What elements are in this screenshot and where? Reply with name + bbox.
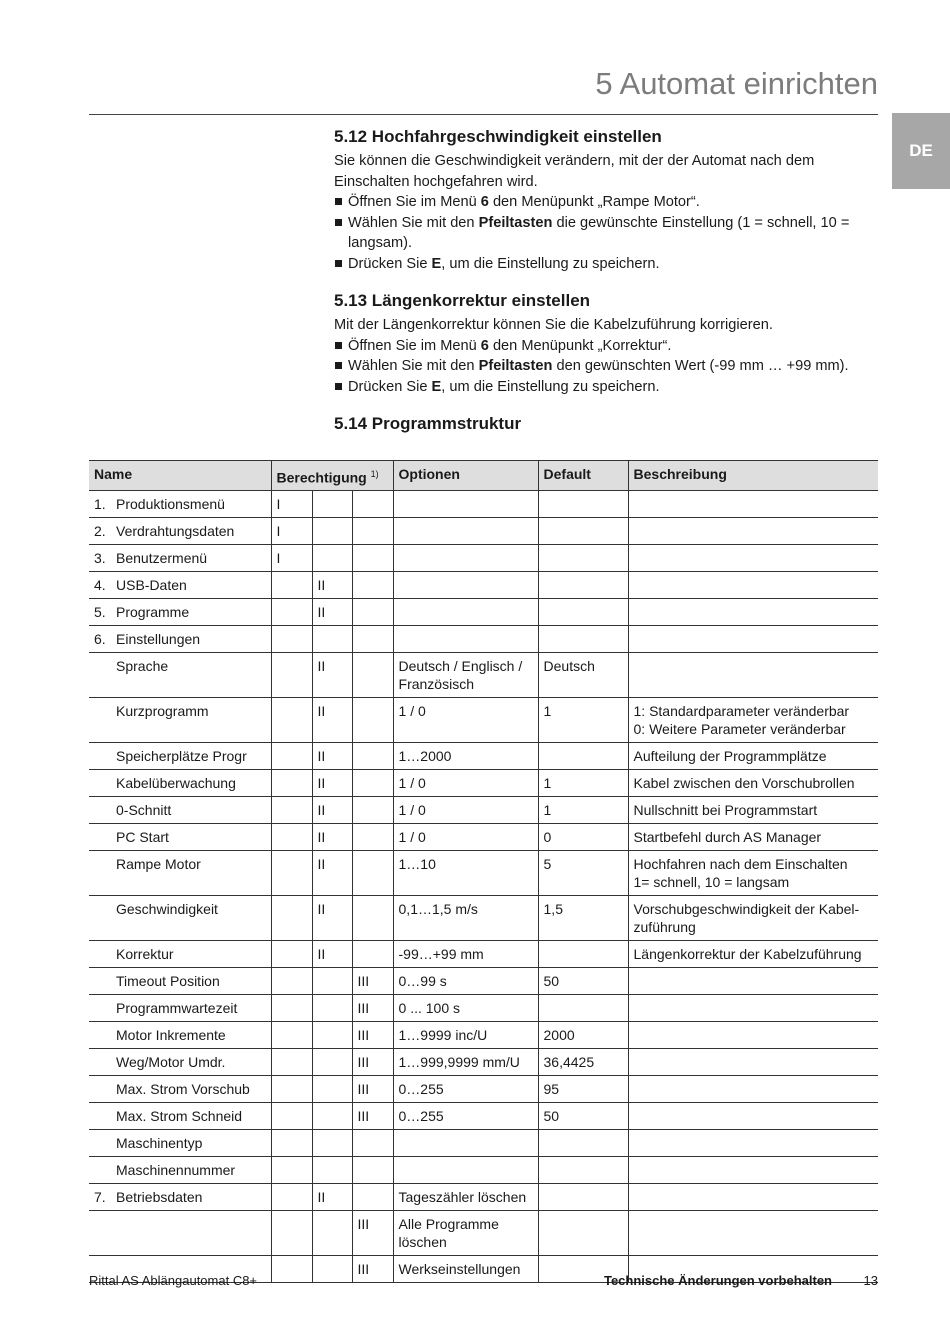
cell-beschreibung xyxy=(628,850,878,895)
cell-permission-2: II xyxy=(312,571,352,598)
cell-optionen xyxy=(393,598,538,625)
row-number: 1. xyxy=(94,495,106,512)
cell-permission-3 xyxy=(352,490,393,517)
cell-name xyxy=(89,1075,271,1102)
description-text: Nullschnitt bei Programmstart xyxy=(633,801,818,818)
table-header-row xyxy=(89,461,878,491)
cell-beschreibung xyxy=(628,1048,878,1075)
description-text: Längenkorrektur der Kabelzuführung xyxy=(633,945,862,962)
cell-default: 5 xyxy=(538,850,628,895)
header-beschreibung: Beschreibung xyxy=(628,461,878,491)
cell-permission-3 xyxy=(352,1183,393,1210)
cell-beschreibung xyxy=(628,697,878,742)
cell-default: 1 xyxy=(538,796,628,823)
table-row xyxy=(89,967,878,994)
row-name: Weg/Motor Umdr. xyxy=(116,1053,226,1070)
cell-default: 2000 xyxy=(538,1021,628,1048)
cell-permission-2 xyxy=(312,1102,352,1129)
table-row xyxy=(89,517,878,544)
cell-beschreibung xyxy=(628,517,878,544)
cell-permission-2: II xyxy=(312,940,352,967)
cell-permission-2: II xyxy=(312,895,352,940)
cell-name xyxy=(89,1156,271,1183)
chapter-title: 5 Automat einrichten xyxy=(595,66,878,101)
cell-permission-2 xyxy=(312,1048,352,1075)
cell-name xyxy=(89,517,271,544)
text: Öffnen Sie im Menü xyxy=(348,337,481,354)
key-name: E xyxy=(431,378,442,395)
cell-default xyxy=(538,1183,628,1210)
cell-optionen: 1 / 0 xyxy=(393,697,538,742)
key-name: Pfeiltasten xyxy=(478,214,553,231)
cell-default: 95 xyxy=(538,1075,628,1102)
row-name: Einstellungen xyxy=(116,630,201,647)
table-row xyxy=(89,1021,878,1048)
cell-permission-3 xyxy=(352,517,393,544)
cell-optionen: Tageszähler löschen xyxy=(393,1183,538,1210)
main-content xyxy=(334,124,878,438)
table-row xyxy=(89,850,878,895)
cell-default: 50 xyxy=(538,1102,628,1129)
table-row xyxy=(89,598,878,625)
cell-optionen: 0 ... 100 s xyxy=(393,994,538,1021)
cell-default xyxy=(538,994,628,1021)
cell-beschreibung xyxy=(628,769,878,796)
cell-permission-1 xyxy=(271,571,312,598)
section-intro: Sie können die Geschwindigkeit verändern, mit der der Automat nach dem Einschalten hochgefahren wird. xyxy=(334,153,815,190)
cell-beschreibung xyxy=(628,625,878,652)
cell-beschreibung xyxy=(628,796,878,823)
cell-optionen: 1…10 xyxy=(393,850,538,895)
cell-permission-3 xyxy=(352,697,393,742)
cell-permission-2: II xyxy=(312,1183,352,1210)
square-bullet-icon xyxy=(335,219,342,226)
cell-optionen: -99…+99 mm xyxy=(393,940,538,967)
cell-beschreibung xyxy=(628,742,878,769)
cell-name xyxy=(89,796,271,823)
row-name: Korrektur xyxy=(116,945,174,962)
cell-name xyxy=(89,994,271,1021)
square-bullet-icon xyxy=(335,260,342,267)
cell-permission-2: II xyxy=(312,823,352,850)
row-number: 3. xyxy=(94,549,106,566)
language-tab: DE xyxy=(892,113,950,189)
row-name: Motor Inkremente xyxy=(116,1026,226,1043)
table-row xyxy=(89,1102,878,1129)
cell-default: 1 xyxy=(538,769,628,796)
row-name: Geschwindigkeit xyxy=(116,900,218,917)
cell-permission-1 xyxy=(271,1255,312,1282)
instruction-list xyxy=(334,192,878,274)
cell-default xyxy=(538,598,628,625)
table-row xyxy=(89,742,878,769)
instruction-item xyxy=(334,254,878,275)
row-name: Produktionsmenü xyxy=(116,495,225,512)
text: , um die Einstellung zu speichern. xyxy=(441,378,660,395)
cell-permission-3 xyxy=(352,1129,393,1156)
cell-name xyxy=(89,823,271,850)
cell-default xyxy=(538,1210,628,1255)
cell-permission-3: III xyxy=(352,1021,393,1048)
cell-name xyxy=(89,544,271,571)
cell-permission-1 xyxy=(271,1210,312,1255)
cell-beschreibung xyxy=(628,652,878,697)
cell-permission-1: I xyxy=(271,544,312,571)
cell-beschreibung xyxy=(628,940,878,967)
cell-permission-1: I xyxy=(271,517,312,544)
cell-default: 1,5 xyxy=(538,895,628,940)
text: Wählen Sie mit den xyxy=(348,358,479,374)
header-name: Name xyxy=(89,461,271,491)
row-name: Maschinentyp xyxy=(116,1134,203,1151)
cell-optionen: 1 / 0 xyxy=(393,796,538,823)
cell-permission-3: III xyxy=(352,967,393,994)
row-name: Max. Strom Schneid xyxy=(116,1107,243,1124)
cell-permission-2 xyxy=(312,994,352,1021)
cell-beschreibung xyxy=(628,571,878,598)
key-name: Pfeiltasten xyxy=(478,358,553,374)
row-name: Benutzermenü xyxy=(116,549,208,566)
cell-permission-3 xyxy=(352,571,393,598)
cell-permission-3 xyxy=(352,769,393,796)
cell-optionen xyxy=(393,490,538,517)
cell-permission-1 xyxy=(271,598,312,625)
cell-beschreibung xyxy=(628,823,878,850)
text: Drücken Sie xyxy=(348,378,432,395)
cell-permission-3 xyxy=(352,1156,393,1183)
cell-optionen: 1 / 0 xyxy=(393,769,538,796)
cell-default xyxy=(538,490,628,517)
cell-permission-2 xyxy=(312,1255,352,1282)
cell-optionen xyxy=(393,571,538,598)
cell-optionen xyxy=(393,544,538,571)
cell-beschreibung xyxy=(628,1156,878,1183)
cell-permission-3 xyxy=(352,598,393,625)
cell-default xyxy=(538,625,628,652)
square-bullet-icon xyxy=(335,342,342,349)
instruction-item xyxy=(334,377,878,398)
cell-beschreibung xyxy=(628,1075,878,1102)
key-name: E xyxy=(431,255,442,272)
header-berechtigung xyxy=(271,461,393,491)
cell-default xyxy=(538,1156,628,1183)
cell-permission-1 xyxy=(271,895,312,940)
cell-permission-3 xyxy=(352,652,393,697)
row-name: Verdrahtungsdaten xyxy=(116,522,235,539)
instruction-item xyxy=(334,356,878,377)
cell-default xyxy=(538,517,628,544)
text: , um die Einstellung zu speichern. xyxy=(441,255,660,272)
cell-optionen: 0…255 xyxy=(393,1075,538,1102)
row-name: Max. Strom Vorschub xyxy=(116,1080,250,1097)
cell-permission-3 xyxy=(352,742,393,769)
cell-permission-1 xyxy=(271,625,312,652)
cell-permission-1 xyxy=(271,967,312,994)
row-number: 6. xyxy=(94,630,106,647)
table-row xyxy=(89,1210,878,1255)
row-name: Kabelüberwachung xyxy=(116,774,236,791)
row-number: 4. xyxy=(94,576,106,593)
row-name: Sprache xyxy=(116,657,169,674)
cell-name xyxy=(89,697,271,742)
table-row xyxy=(89,1048,878,1075)
cell-default xyxy=(538,742,628,769)
cell-name xyxy=(89,742,271,769)
cell-beschreibung xyxy=(628,895,878,940)
cell-beschreibung xyxy=(628,1021,878,1048)
cell-default: 36,4425 xyxy=(538,1048,628,1075)
footnote-marker: 1) xyxy=(370,469,379,479)
cell-permission-1 xyxy=(271,940,312,967)
cell-default xyxy=(538,940,628,967)
cell-permission-2 xyxy=(312,490,352,517)
program-structure-table xyxy=(89,460,878,1283)
row-name: Kurzprogramm xyxy=(116,702,209,719)
description-text: 1: Standardparameter veränderbar 0: Weitere Parameter veränderbar xyxy=(633,702,850,737)
section-5-12 xyxy=(334,124,878,274)
instruction-item xyxy=(334,192,878,213)
text: Drücken Sie xyxy=(348,255,432,272)
cell-optionen: Alle Programme löschen xyxy=(393,1210,538,1255)
cell-permission-3: III xyxy=(352,1102,393,1129)
cell-optionen: 1…999,9999 mm/U xyxy=(393,1048,538,1075)
square-bullet-icon xyxy=(335,383,342,390)
cell-optionen: 1 / 0 xyxy=(393,823,538,850)
cell-beschreibung xyxy=(628,967,878,994)
table-row xyxy=(89,1156,878,1183)
cell-beschreibung xyxy=(628,1183,878,1210)
table-row xyxy=(89,571,878,598)
cell-name xyxy=(89,571,271,598)
cell-beschreibung xyxy=(628,598,878,625)
cell-optionen: 1…9999 inc/U xyxy=(393,1021,538,1048)
cell-permission-3 xyxy=(352,796,393,823)
row-number: 5. xyxy=(94,603,106,620)
text: die gewünschte Einstellung (1 = schnell, 10 = langsam). xyxy=(348,214,850,251)
cell-permission-2 xyxy=(312,517,352,544)
cell-optionen xyxy=(393,517,538,544)
cell-optionen: 0…99 s xyxy=(393,967,538,994)
cell-permission-2 xyxy=(312,1156,352,1183)
cell-permission-2 xyxy=(312,625,352,652)
cell-name xyxy=(89,895,271,940)
table-row xyxy=(89,490,878,517)
cell-beschreibung xyxy=(628,994,878,1021)
cell-name xyxy=(89,769,271,796)
cell-permission-2 xyxy=(312,1075,352,1102)
header-default: Default xyxy=(538,461,628,491)
cell-permission-3: III xyxy=(352,1255,393,1282)
cell-name xyxy=(89,967,271,994)
cell-beschreibung xyxy=(628,490,878,517)
table-row xyxy=(89,652,878,697)
cell-default: 0 xyxy=(538,823,628,850)
table-row xyxy=(89,895,878,940)
header-optionen: Optionen xyxy=(393,461,538,491)
table-row xyxy=(89,940,878,967)
cell-default: 50 xyxy=(538,967,628,994)
table-row xyxy=(89,1129,878,1156)
cell-name xyxy=(89,940,271,967)
cell-permission-2: II xyxy=(312,598,352,625)
cell-permission-1 xyxy=(271,1102,312,1129)
footer-product: Rittal AS Ablängautomat C8+ xyxy=(89,1273,258,1288)
text: den Menüpunkt „Korrektur“. xyxy=(488,337,672,354)
cell-permission-3 xyxy=(352,895,393,940)
table-row xyxy=(89,625,878,652)
row-name: Speicherplätze Progr xyxy=(116,747,247,764)
cell-name xyxy=(89,598,271,625)
cell-name xyxy=(89,850,271,895)
cell-permission-1 xyxy=(271,769,312,796)
table-row xyxy=(89,1183,878,1210)
cell-permission-1 xyxy=(271,823,312,850)
cell-optionen: Werkseinstellungen xyxy=(393,1255,538,1282)
cell-permission-1 xyxy=(271,1021,312,1048)
cell-beschreibung xyxy=(628,1129,878,1156)
cell-default xyxy=(538,544,628,571)
cell-permission-1 xyxy=(271,1048,312,1075)
cell-permission-2: II xyxy=(312,652,352,697)
cell-beschreibung xyxy=(628,1102,878,1129)
cell-permission-3 xyxy=(352,625,393,652)
cell-name xyxy=(89,1102,271,1129)
cell-permission-2 xyxy=(312,1210,352,1255)
section-title: 5.13 Längenkorrektur einstellen xyxy=(334,291,591,310)
description-text: Aufteilung der Programmplätze xyxy=(633,747,827,764)
square-bullet-icon xyxy=(335,198,342,205)
text: Öffnen Sie im Menü xyxy=(348,194,481,210)
cell-default xyxy=(538,571,628,598)
cell-permission-3 xyxy=(352,940,393,967)
square-bullet-icon xyxy=(335,362,342,369)
page-number: 13 xyxy=(863,1273,878,1288)
cell-permission-2: II xyxy=(312,850,352,895)
cell-permission-3 xyxy=(352,544,393,571)
cell-permission-3: III xyxy=(352,1210,393,1255)
header-rule xyxy=(89,114,878,115)
row-number: 2. xyxy=(94,522,106,539)
cell-permission-3: III xyxy=(352,994,393,1021)
cell-name xyxy=(89,1129,271,1156)
instruction-item xyxy=(334,336,878,357)
text: Wählen Sie mit den xyxy=(348,214,479,231)
cell-permission-1 xyxy=(271,796,312,823)
cell-permission-3 xyxy=(352,850,393,895)
cell-permission-2: II xyxy=(312,742,352,769)
footer-notice: Technische Änderungen vorbehalten xyxy=(603,1273,832,1288)
cell-permission-1 xyxy=(271,1075,312,1102)
table-row xyxy=(89,796,878,823)
table-row xyxy=(89,769,878,796)
instruction-list xyxy=(334,336,878,398)
description-text: Hochfahren nach dem Einschalten 1= schnell, 10 = langsam xyxy=(633,855,848,890)
description-text: Vorschubgeschwindigkeit der Kabel- zuführung xyxy=(633,900,860,935)
cell-permission-3: III xyxy=(352,1048,393,1075)
row-name: 0-Schnitt xyxy=(116,801,172,818)
description-text: Startbefehl durch AS Manager xyxy=(633,828,822,845)
cell-permission-1 xyxy=(271,994,312,1021)
cell-permission-2: II xyxy=(312,769,352,796)
table-row xyxy=(89,823,878,850)
instruction-item xyxy=(334,213,878,254)
cell-permission-1 xyxy=(271,652,312,697)
section-5-14 xyxy=(334,411,878,437)
cell-permission-1 xyxy=(271,1129,312,1156)
row-number: 7. xyxy=(94,1188,106,1205)
section-5-13 xyxy=(334,288,878,397)
table-row xyxy=(89,994,878,1021)
cell-permission-2 xyxy=(312,1021,352,1048)
table-row xyxy=(89,544,878,571)
cell-permission-1 xyxy=(271,1183,312,1210)
cell-permission-3 xyxy=(352,823,393,850)
row-name: Programme xyxy=(116,603,190,620)
cell-optionen: Deutsch / Englisch / Französisch xyxy=(393,652,538,697)
menu-number: 6 xyxy=(480,337,489,354)
menu-number: 6 xyxy=(480,194,489,210)
row-name: Programmwartezeit xyxy=(116,999,238,1016)
cell-name xyxy=(89,652,271,697)
section-title: 5.12 Hochfahrgeschwindigkeit einstellen xyxy=(334,127,662,146)
cell-name xyxy=(89,1048,271,1075)
cell-beschreibung xyxy=(628,1210,878,1255)
text: den gewünschten Wert (-99 mm … +99 mm). xyxy=(552,358,849,374)
cell-optionen: 0,1…1,5 m/s xyxy=(393,895,538,940)
cell-default: 1 xyxy=(538,697,628,742)
cell-optionen xyxy=(393,1129,538,1156)
section-intro: Mit der Längenkorrektur können Sie die Kabelzuführung korrigieren. xyxy=(334,317,773,333)
cell-name xyxy=(89,1210,271,1255)
cell-permission-2 xyxy=(312,544,352,571)
cell-name xyxy=(89,625,271,652)
cell-permission-1 xyxy=(271,742,312,769)
cell-permission-2 xyxy=(312,967,352,994)
text: den Menüpunkt „Rampe Motor“. xyxy=(488,194,700,210)
cell-default xyxy=(538,1129,628,1156)
cell-optionen xyxy=(393,1156,538,1183)
cell-name xyxy=(89,490,271,517)
description-text: Kabel zwischen den Vorschubrollen xyxy=(633,774,855,791)
cell-beschreibung xyxy=(628,544,878,571)
cell-permission-1 xyxy=(271,850,312,895)
cell-optionen xyxy=(393,625,538,652)
cell-permission-1: I xyxy=(271,490,312,517)
row-name: Timeout Position xyxy=(116,972,220,989)
table-row xyxy=(89,697,878,742)
cell-default: Deutsch xyxy=(538,652,628,697)
row-name: PC Start xyxy=(116,828,169,845)
cell-optionen: 0…255 xyxy=(393,1102,538,1129)
cell-permission-2: II xyxy=(312,697,352,742)
table-row xyxy=(89,1075,878,1102)
section-title: 5.14 Programmstruktur xyxy=(334,414,522,433)
row-name: Maschinennummer xyxy=(116,1161,236,1178)
cell-permission-1 xyxy=(271,697,312,742)
cell-permission-2 xyxy=(312,1129,352,1156)
row-name: Rampe Motor xyxy=(116,855,201,872)
cell-name xyxy=(89,1183,271,1210)
row-name: Betriebsdaten xyxy=(116,1188,203,1205)
cell-permission-3: III xyxy=(352,1075,393,1102)
cell-permission-1 xyxy=(271,1156,312,1183)
row-name: USB-Daten xyxy=(116,576,187,593)
header-text: Berechtigung xyxy=(276,469,367,486)
cell-permission-2: II xyxy=(312,796,352,823)
cell-name xyxy=(89,1021,271,1048)
cell-optionen: 1…2000 xyxy=(393,742,538,769)
